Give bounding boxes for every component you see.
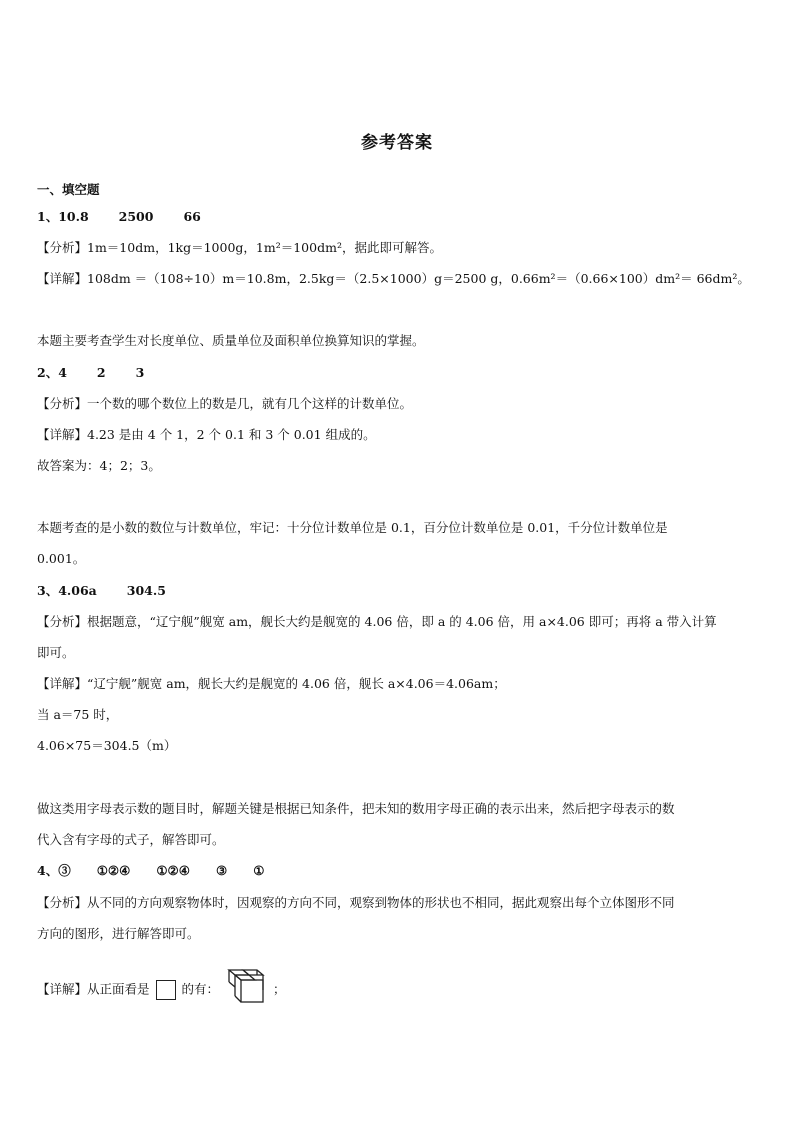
q1-answer-3: 66 bbox=[183, 209, 201, 224]
q1-answer-2: 2500 bbox=[118, 209, 154, 224]
q2-conclusion: 故答案为：4；2；3。 bbox=[37, 458, 161, 473]
q4-analysis-line-2: 方向的图形，进行解答即可。 bbox=[37, 926, 200, 941]
q3-note-line-2: 代入含有字母的式子，解答即可。 bbox=[37, 832, 225, 847]
q1-analysis: 【分析】1m＝10dm，1kg＝1000g，1m²＝100dm²，据此即可解答。 bbox=[37, 240, 442, 255]
q4-answer-5: ① bbox=[253, 863, 265, 878]
q3-analysis-line-1: 【分析】根据题意，“辽宁舰”舰宽 am，舰长大约是舰宽的 4.06 倍，即 a 的 4.06 倍，用 a×4.06 即可；再将 a 带入计算 bbox=[37, 614, 717, 629]
q2-note-line-2: 0.001。 bbox=[37, 551, 86, 566]
q4-answer-4: ③ bbox=[215, 863, 228, 878]
q2-number: 2、 bbox=[37, 365, 59, 380]
q1-answer-line bbox=[37, 209, 201, 225]
q4-detail-suffix: ； bbox=[273, 981, 286, 997]
q3-number: 3、 bbox=[37, 583, 59, 598]
q4-detail-prefix: 【详解】从正面看是 bbox=[37, 981, 150, 997]
q3-answer-2: 304.5 bbox=[126, 583, 166, 598]
q3-detail-line-3: 4.06×75＝304.5（m） bbox=[37, 738, 177, 753]
q4-analysis-line-1: 【分析】从不同的方向观察物体时，因观察的方向不同，观察到物体的形状也不相同，据此观察出每个立体图形不同 bbox=[37, 895, 675, 910]
q2-detail: 【详解】4.23 是由 4 个 1，2 个 0.1 和 3 个 0.01 组成的。 bbox=[37, 427, 376, 442]
q4-answer-line bbox=[37, 863, 264, 879]
q1-number: 1、 bbox=[37, 209, 59, 224]
q2-analysis: 【分析】一个数的哪个数位上的数是几，就有几个这样的计数单位。 bbox=[37, 396, 413, 411]
q2-answer-line bbox=[37, 365, 144, 381]
q1-detail: 【详解】108dm ＝（108÷10）m＝10.8m，2.5kg＝（2.5×1000）g＝2500 g，0.66m²＝（0.66×100）dm²＝ 66dm²。 bbox=[37, 271, 750, 286]
q2-note-line-1: 本题考查的是小数的数位与计数单位，牢记：十分位计数单位是 0.1，百分位计数单位是 0.01，千分位计数单位是 bbox=[37, 520, 668, 535]
q3-detail-line-2: 当 a＝75 时， bbox=[37, 707, 119, 722]
q3-answer-line bbox=[37, 583, 166, 599]
q4-answer-1: ③ bbox=[58, 863, 71, 878]
q3-answer-1: 4.06a bbox=[58, 583, 97, 598]
q4-detail bbox=[37, 966, 286, 1014]
q2-answer-2: 2 bbox=[96, 365, 106, 380]
page-title: 参考答案 bbox=[361, 133, 433, 153]
cube-stack-figure bbox=[223, 966, 269, 1014]
square-front-view-icon bbox=[156, 980, 176, 1000]
q3-analysis-line-2: 即可。 bbox=[37, 645, 75, 660]
q3-note-line-1: 做这类用字母表示数的题目时，解题关键是根据已知条件，把未知的数用字母正确的表示出来，然后把字母表示的数 bbox=[37, 801, 675, 816]
q3-detail: 【详解】“辽宁舰”舰宽 am，舰长大约是舰宽的 4.06 倍，舰长 a×4.06＝4.06am； bbox=[37, 676, 506, 691]
q4-answer-2: ①②④ bbox=[96, 863, 131, 878]
q4-number: 4、 bbox=[37, 863, 59, 878]
q1-note: 本题主要考查学生对长度单位、质量单位及面积单位换算知识的掌握。 bbox=[37, 333, 425, 348]
q2-answer-3: 3 bbox=[135, 365, 145, 380]
section-heading: 一、填空题 bbox=[37, 182, 100, 197]
q4-detail-mid: 的有： bbox=[181, 981, 220, 997]
q2-answer-1: 4 bbox=[58, 365, 67, 380]
q4-answer-3: ①②④ bbox=[156, 863, 190, 878]
q1-answer-1: 10.8 bbox=[58, 209, 89, 224]
